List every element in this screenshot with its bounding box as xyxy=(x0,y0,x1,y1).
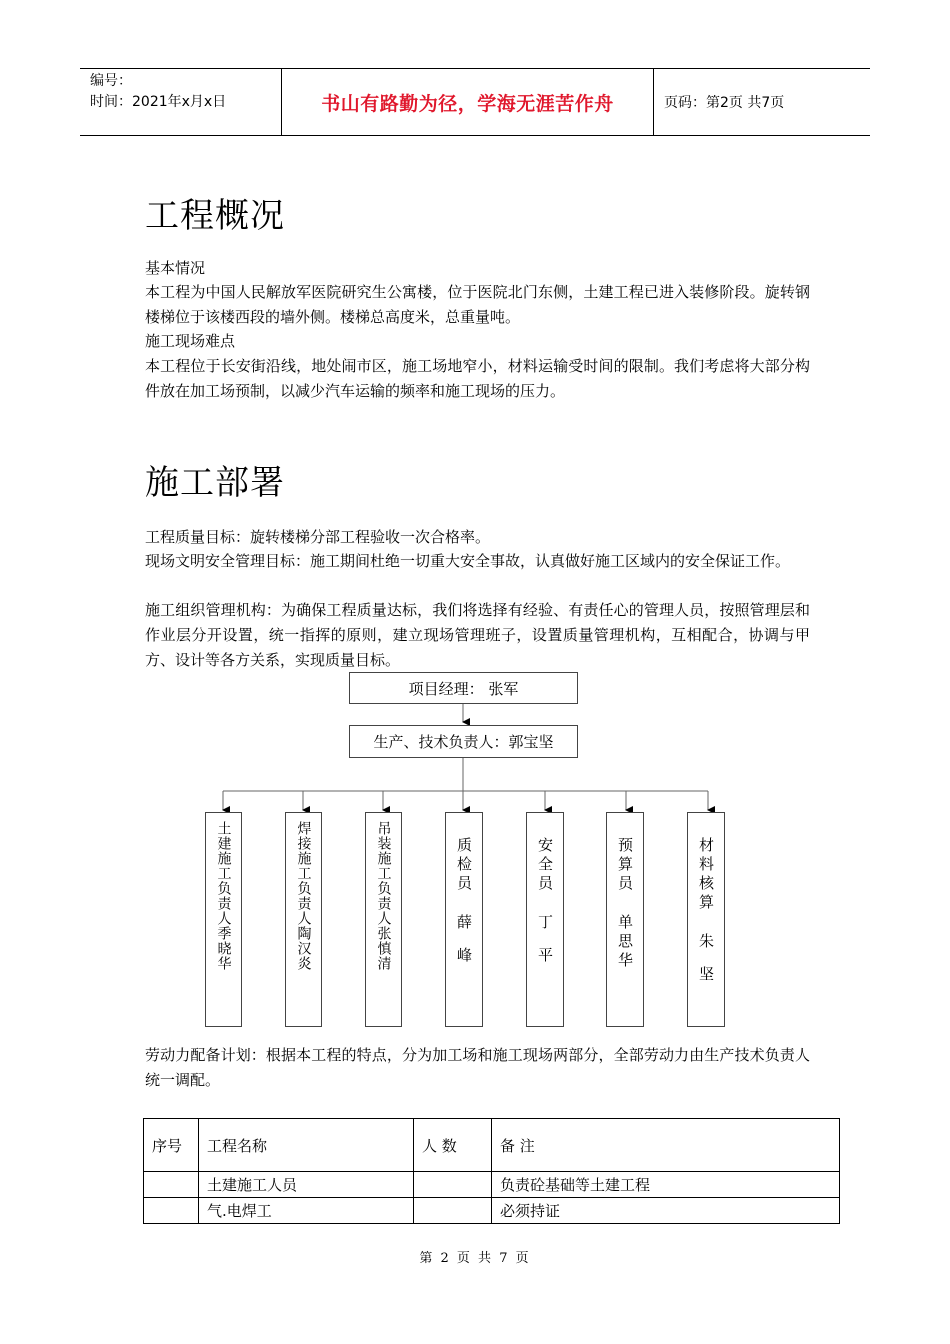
table-header-cell: 序号 xyxy=(144,1119,199,1172)
quality-goal-text: 工程质量目标：旋转楼梯分部工程验收一次合格率。 xyxy=(145,528,491,546)
basic-info-text: 本工程为中国人民解放军医院研究生公寓楼，位于医院北门东侧，土建工程已进入装修阶段。旋转钢楼梯位于该楼西段的墙外侧。楼梯总高度米，总重量吨。 xyxy=(145,283,810,326)
difficulty-heading: 施工现场难点 xyxy=(145,332,236,350)
table-row xyxy=(144,1198,840,1224)
org-box-role-2 xyxy=(285,812,322,1027)
table-row xyxy=(144,1172,840,1198)
role-title: 安全员 xyxy=(536,837,554,894)
role-title: 质检员 xyxy=(455,837,473,894)
table-cell: 土建施工人员 xyxy=(199,1172,414,1198)
labor-table xyxy=(143,1118,840,1224)
org-box-role-5 xyxy=(526,812,564,1027)
table-cell xyxy=(144,1198,199,1224)
safety-goal-text: 现场文明安全管理目标：施工期间杜绝一切重大安全事故，认真做好施工区域内的安全保证工作。 xyxy=(145,552,791,570)
table-cell xyxy=(414,1198,492,1224)
org-box-role-4 xyxy=(445,812,483,1027)
role-name: 丁平 xyxy=(536,914,554,980)
role-name: 薛峰 xyxy=(455,914,473,980)
role-name: 单思华 xyxy=(616,914,634,971)
basic-info-heading: 基本情况 xyxy=(145,259,206,277)
table-cell: 负责砼基础等土建工程 xyxy=(492,1172,840,1198)
section-title-overview: 工程概况 xyxy=(145,196,285,236)
org-structure-text: 施工组织管理机构：为确保工程质量达标，我们将选择有经验、有责任心的管理人员，按照管理层和作业层分开设置，统一指挥的原则，建立现场管理班子，设置质量管理机构，互相配合，协调与甲方、设计等各方关系，实现质量目标。 xyxy=(145,601,810,669)
org-box-role-7 xyxy=(687,812,725,1027)
table-cell: 气.电焊工 xyxy=(199,1198,414,1224)
page-footer: 第 2 页 共 7 页 xyxy=(419,1251,531,1266)
org-box-manager: 项目经理： 张军 xyxy=(349,672,578,704)
table-cell: 必须持证 xyxy=(492,1198,840,1224)
table-header-cell: 人 数 xyxy=(414,1119,492,1172)
role-title: 材料核算 xyxy=(697,837,715,913)
table-cell xyxy=(144,1172,199,1198)
org-box-role-6 xyxy=(606,812,644,1027)
org-box-role-1 xyxy=(205,812,242,1027)
header-motto: 书山有路勤为径，学海无涯苦作舟 xyxy=(282,69,654,135)
table-cell xyxy=(414,1172,492,1198)
section-title-deployment: 施工部署 xyxy=(145,463,285,503)
role-title: 焊接施工负责人陶汉炎 xyxy=(295,821,312,971)
table-header-cell: 备 注 xyxy=(492,1119,840,1172)
role-title: 土建施工负责人季晓华 xyxy=(215,821,232,971)
header-time-label: 时间：2021年x月x日 xyxy=(90,94,227,110)
role-name: 朱坚 xyxy=(697,933,715,999)
org-box-tech-lead: 生产、技术负责人：郭宝坚 xyxy=(349,725,578,758)
header-page-label: 页码：第2页 共7页 xyxy=(664,95,785,111)
labor-plan-text: 劳动力配备计划：根据本工程的特点，分为加工场和施工现场两部分，全部劳动力由生产技术负责人统一调配。 xyxy=(145,1046,810,1089)
table-header-row xyxy=(144,1119,840,1172)
header-number-label: 编号： xyxy=(90,73,132,89)
table-header-cell: 工程名称 xyxy=(199,1119,414,1172)
org-box-role-3 xyxy=(365,812,402,1027)
difficulty-text: 本工程位于长安街沿线，地处闹市区，施工场地窄小，材料运输受时间的限制。我们考虑将大部分构件放在加工场预制，以减少汽车运输的频率和施工现场的压力。 xyxy=(145,357,810,400)
role-title: 吊装施工负责人张慎清 xyxy=(375,821,392,971)
role-title: 预算员 xyxy=(616,837,634,894)
